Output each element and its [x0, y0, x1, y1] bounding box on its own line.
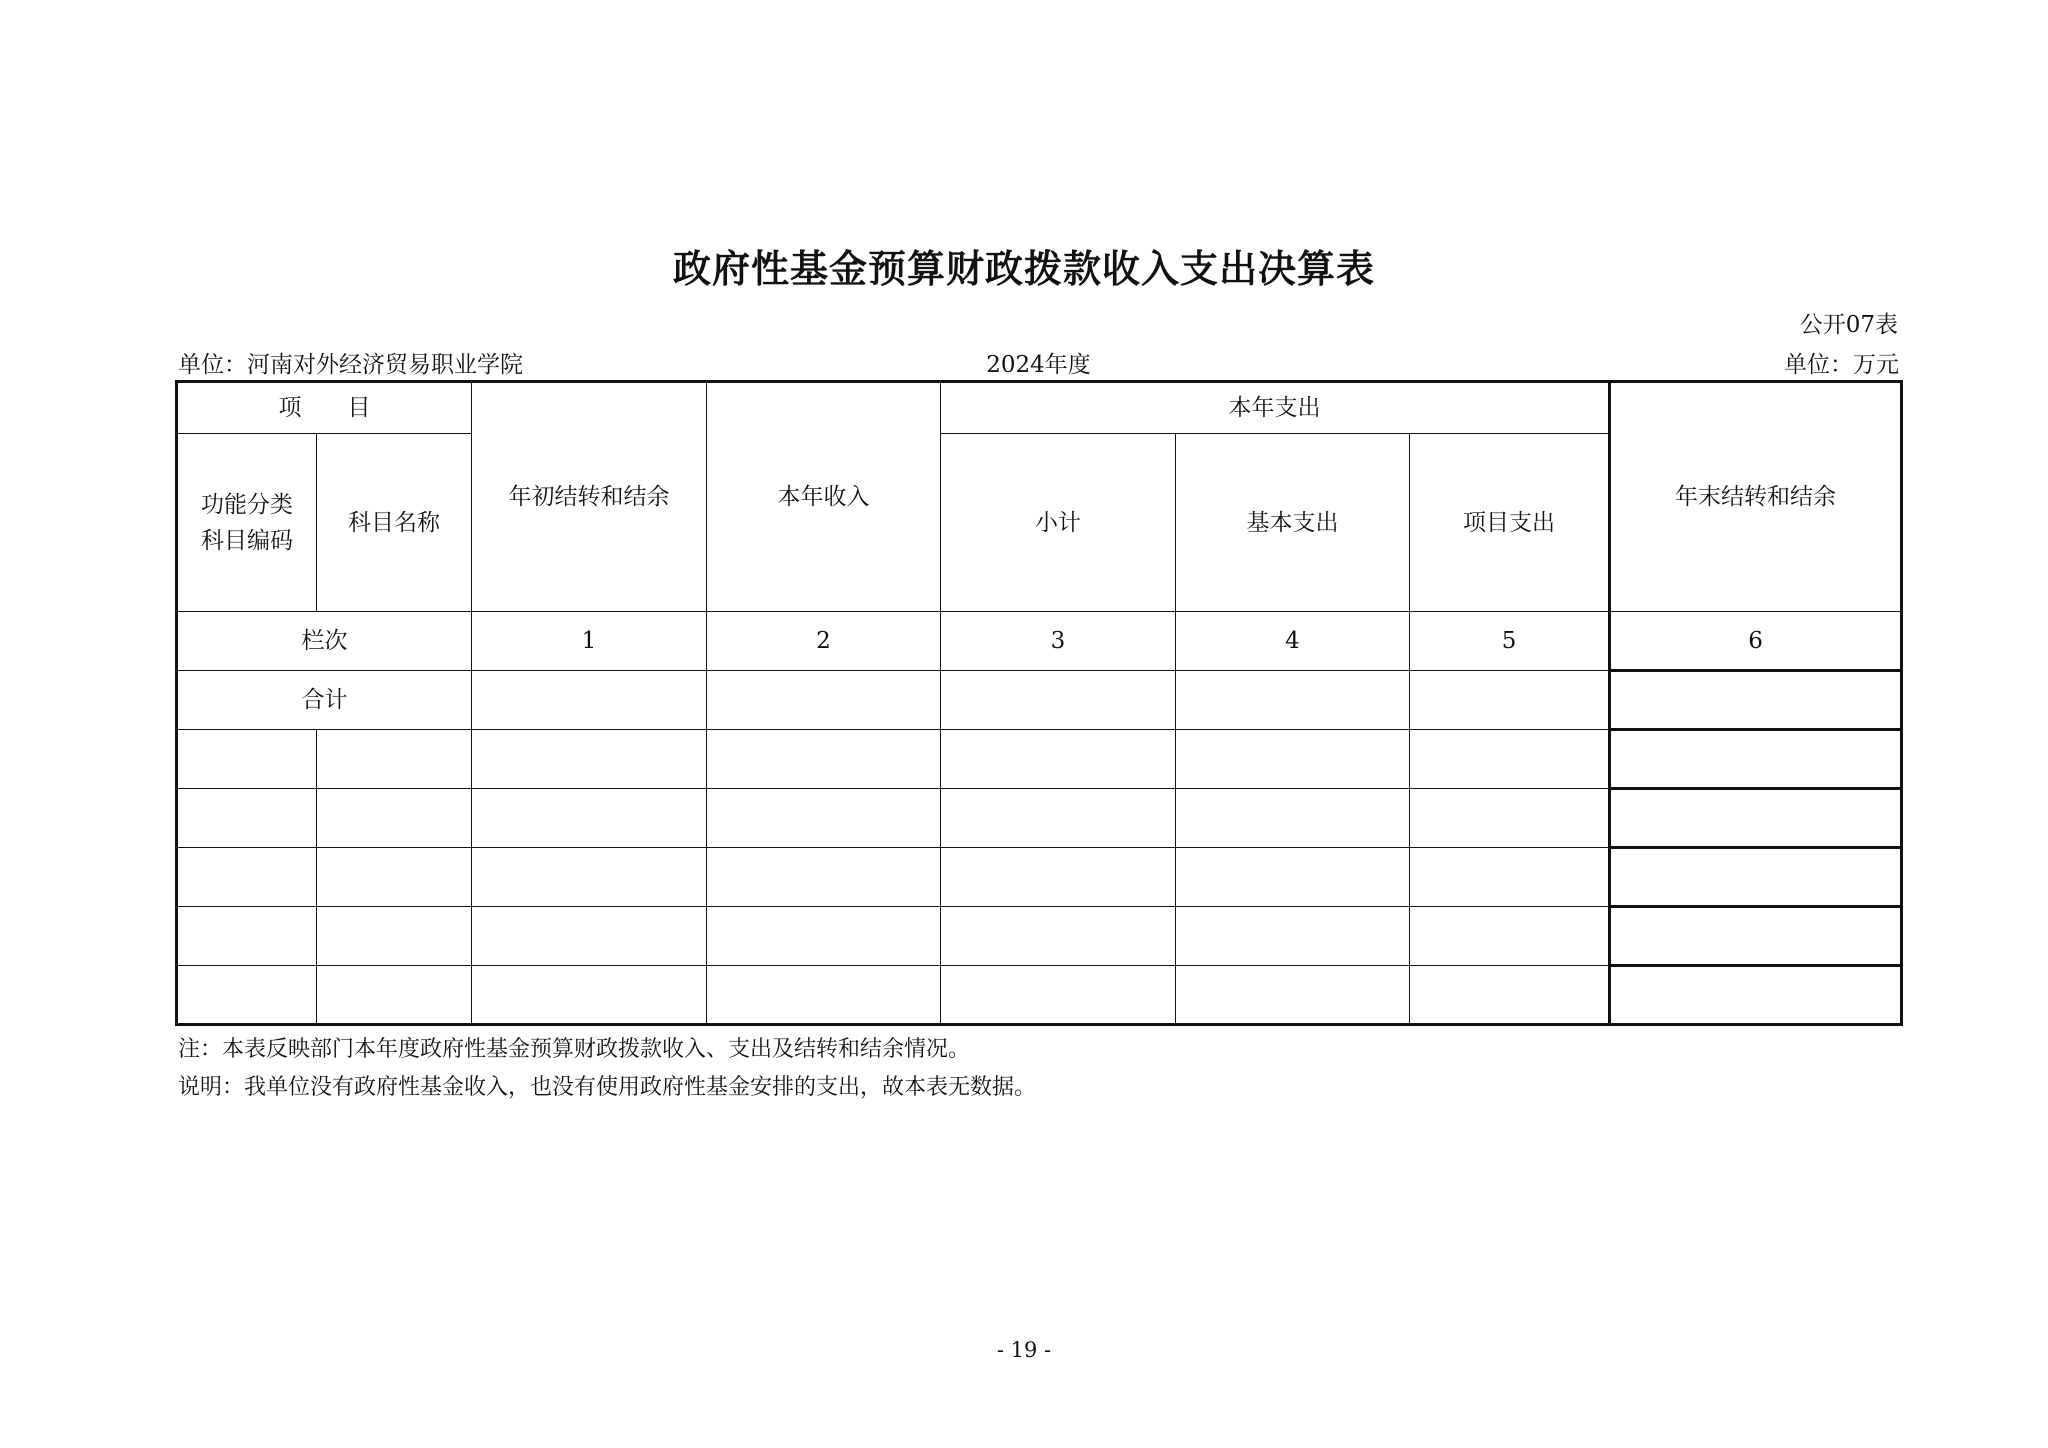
table-row: [177, 966, 1902, 1025]
index-col-6: 6: [1610, 612, 1902, 671]
table-cell: [472, 730, 707, 789]
table-cell: [1610, 789, 1902, 848]
table-cell: [472, 966, 707, 1025]
table-cell: [1610, 966, 1902, 1025]
header-expense-group: 本年支出: [941, 382, 1610, 434]
table-cell-code: [177, 730, 317, 789]
total-cell: [707, 671, 941, 730]
total-cell: [941, 671, 1176, 730]
header-subtotal: 小计: [941, 434, 1176, 612]
table-cell: [1410, 848, 1610, 907]
table-cell: [941, 730, 1176, 789]
table-cell: [707, 730, 941, 789]
table-cell: [707, 966, 941, 1025]
table-cell: [1176, 789, 1410, 848]
table-row: [177, 789, 1902, 848]
index-col-2: 2: [707, 612, 941, 671]
table-cell: [1410, 789, 1610, 848]
table-cell: [707, 848, 941, 907]
index-row: [177, 612, 1902, 671]
header-income: 本年收入: [707, 382, 941, 612]
table-row: [177, 730, 1902, 789]
table-cell: [941, 789, 1176, 848]
table-cell-name: [317, 730, 472, 789]
table-cell: [472, 789, 707, 848]
form-number: 公开07表: [1799, 312, 1898, 338]
year-label: 2024年度: [986, 352, 1091, 378]
header-func-code-line1: 功能分类: [201, 491, 293, 518]
table-cell: [1610, 730, 1902, 789]
table-cell-name: [317, 907, 472, 966]
page-number: - 19 -: [996, 1338, 1052, 1362]
table-cell: [941, 966, 1176, 1025]
table-row: [177, 848, 1902, 907]
budget-table: [175, 380, 1903, 1026]
table-cell: [1176, 966, 1410, 1025]
header-project-expense: 项目支出: [1410, 434, 1610, 612]
table-cell-code: [177, 966, 317, 1025]
table-cell: [1610, 848, 1902, 907]
table-cell: [1610, 907, 1902, 966]
table-cell-code: [177, 789, 317, 848]
table-cell: [1410, 907, 1610, 966]
header-closing-balance: 年末结转和结余: [1610, 382, 1902, 612]
index-label: 栏次: [177, 612, 472, 671]
index-col-5: 5: [1410, 612, 1610, 671]
table-cell-name: [317, 848, 472, 907]
header-opening-balance: 年初结转和结余: [472, 382, 707, 612]
total-label: 合计: [177, 671, 472, 730]
table-explanation: 说明：我单位没有政府性基金收入，也没有使用政府性基金安排的支出，故本表无数据。: [178, 1075, 1037, 1100]
table-cell-name: [317, 966, 472, 1025]
header-row-1: [177, 382, 1902, 434]
table-cell: [1410, 730, 1610, 789]
header-basic-expense: 基本支出: [1176, 434, 1410, 612]
table-cell: [472, 848, 707, 907]
total-row: [177, 671, 1902, 730]
header-func-code: [177, 434, 317, 612]
unit-label: 单位：河南对外经济贸易职业学院: [178, 352, 523, 378]
table-cell-name: [317, 789, 472, 848]
total-cell: [472, 671, 707, 730]
table-note: 注：本表反映部门本年度政府性基金预算财政拨款收入、支出及结转和结余情况。: [178, 1037, 971, 1062]
header-item: 项 目: [177, 382, 472, 434]
total-cell: [1410, 671, 1610, 730]
index-col-1: 1: [472, 612, 707, 671]
table-cell: [472, 907, 707, 966]
table-cell: [707, 789, 941, 848]
meta-row: [178, 346, 1899, 376]
header-func-code-line2: 科目编码: [201, 527, 293, 554]
total-cell: [1176, 671, 1410, 730]
table-cell: [1410, 966, 1610, 1025]
table-cell-code: [177, 907, 317, 966]
index-col-3: 3: [941, 612, 1176, 671]
table-cell: [941, 848, 1176, 907]
table-cell: [707, 907, 941, 966]
index-col-4: 4: [1176, 612, 1410, 671]
header-subject-name: 科目名称: [317, 434, 472, 612]
table-cell: [1176, 907, 1410, 966]
document-title: 政府性基金预算财政拨款收入支出决算表: [672, 246, 1375, 291]
table-cell: [1176, 730, 1410, 789]
table-cell: [941, 907, 1176, 966]
currency-label: 单位：万元: [1784, 352, 1899, 378]
table-cell: [1176, 848, 1410, 907]
table-cell-code: [177, 848, 317, 907]
table-row: [177, 907, 1902, 966]
total-cell: [1610, 671, 1902, 730]
